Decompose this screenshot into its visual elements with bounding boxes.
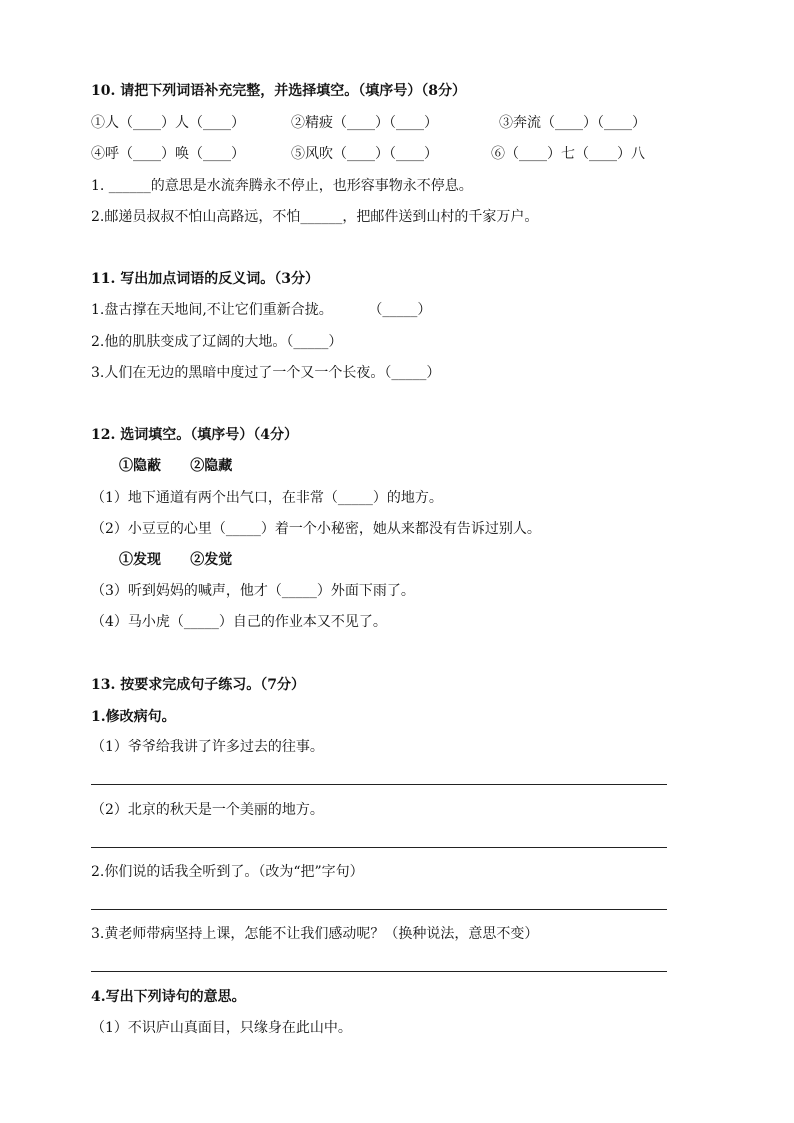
q13-sentence-1a: （1）爷爷给我讲了许多过去的往事。 xyxy=(91,739,324,755)
q13-title: 13. 按要求完成句子练习。（7分） xyxy=(91,677,305,693)
q13-sentence-2: 2.你们说的话我全听到了。（改为“把”字句） xyxy=(91,864,364,880)
q10-item-4: ④呼（____）唤（____） xyxy=(91,146,245,162)
q10-item-1: ①人（____）人（____） xyxy=(91,115,245,131)
q12-sentence-2: （2）小豆豆的心里（_____）着一个小秘密，她从来都没有告诉过别人。 xyxy=(91,521,541,537)
q12-sentence-3: （3）听到妈妈的喊声，他才（_____）外面下雨了。 xyxy=(91,583,415,599)
q10-item-3: ③奔流（____）（____） xyxy=(499,115,646,131)
q13-subtitle-4: 4.写出下列诗句的意思。 xyxy=(91,989,246,1005)
q11-sentence-2: 2.他的肌肤变成了辽阔的大地。（_____） xyxy=(91,334,343,350)
q12-sentence-4: （4）马小虎（_____）自己的作业本又不见了。 xyxy=(91,614,387,630)
q10-item-5: ⑤风吹（____）（____） xyxy=(291,146,438,162)
q13-sentence-4a: （1）不识庐山真面目，只缘身在此山中。 xyxy=(91,1020,352,1036)
answer-line-4[interactable] xyxy=(91,971,667,972)
q10-sentence-2: 2.邮递员叔叔不怕山高路远，不怕______，把邮件送到山村的千家万户。 xyxy=(91,209,539,225)
q12-title: 12. 选词填空。（填序号）（4分） xyxy=(91,427,298,443)
q10-title: 10. 请把下列词语补充完整，并选择填空。（填序号）（8分） xyxy=(91,83,466,99)
q12-sentence-1: （1）地下通道有两个出气口，在非常（_____）的地方。 xyxy=(91,490,443,506)
answer-line-1[interactable] xyxy=(91,784,667,785)
q13-sentence-1b: （2）北京的秋天是一个美丽的地方。 xyxy=(91,802,324,818)
answer-line-3[interactable] xyxy=(91,909,667,910)
q10-item-6: ⑥（____）七（____）八 xyxy=(491,146,645,162)
q12-word-group-1: ①隐蔽 ②隐藏 xyxy=(119,458,233,474)
answer-line-2[interactable] xyxy=(91,847,667,848)
q13-subtitle-1: 1.修改病句。 xyxy=(91,709,176,725)
q11-sentence-3: 3.人们在无边的黑暗中度过了一个又一个长夜。（_____） xyxy=(91,365,441,381)
q12-word-group-2: ①发现 ②发觉 xyxy=(119,552,233,568)
q10-sentence-1: 1. ______的意思是水流奔腾永不停止，也形容事物永不停息。 xyxy=(91,178,473,194)
q11-sentence-1: 1.盘古撑在天地间,不让它们重新合拢。 （_____） xyxy=(91,302,432,318)
q10-item-2: ②精疲（____）（____） xyxy=(291,115,438,131)
q13-sentence-3: 3.黄老师带病坚持上课，怎能不让我们感动呢？（换种说法，意思不变） xyxy=(91,926,539,942)
q11-title: 11. 写出加点词语的反义词。（3分） xyxy=(91,271,319,287)
